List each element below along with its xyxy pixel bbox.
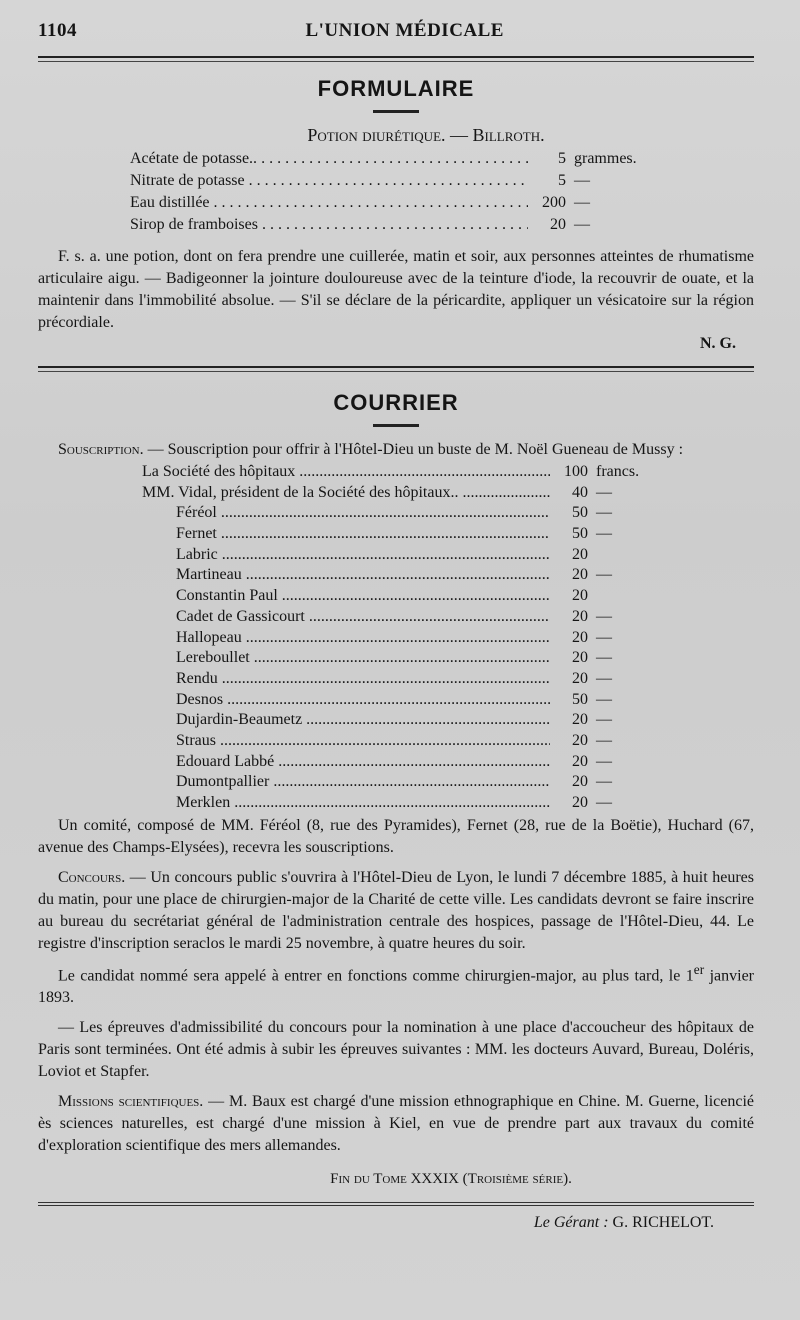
subscriber-amount: 50	[572, 504, 588, 522]
missions-paragraph	[38, 1091, 754, 1157]
subscriber-amount: 40	[572, 483, 588, 501]
ingredient-row	[130, 194, 670, 216]
subscriber-amount: 50	[572, 525, 588, 543]
souscription-label: Souscription.	[58, 441, 144, 458]
subscriber-row	[142, 794, 652, 815]
subscriber-row	[142, 463, 652, 484]
formulaire-title-bar	[373, 110, 419, 113]
subscriber-name: Labric .....	[176, 546, 550, 564]
subscriber-row	[142, 525, 652, 546]
ingredient-row	[130, 150, 670, 172]
ingredient-quantity: 200	[542, 194, 566, 211]
subscriber-unit: —	[596, 483, 612, 501]
footer-rule-thin	[38, 1205, 754, 1206]
subscriber-amount: 100	[564, 463, 588, 480]
recipe-signature: N. G.	[700, 335, 736, 352]
journal-title: L'UNION MÉDICALE	[305, 20, 504, 41]
header-rule	[38, 56, 754, 58]
gerant-name: G. RICHELOT.	[608, 1214, 714, 1232]
ingredient-name: Eau distillée . . .	[130, 194, 528, 212]
subscriber-unit: —	[596, 607, 612, 625]
subscriber-unit: —	[596, 525, 612, 543]
subscriber-amount: 20	[572, 752, 588, 770]
subscriber-row	[142, 691, 652, 712]
subscriber-unit: —	[596, 752, 612, 770]
subscriber-row	[142, 546, 652, 567]
subscriber-row	[142, 504, 652, 525]
epreuves-paragraph: — Les épreuves d'admissibilité du concours pour la nomination à une place d'accoucheur des hôpitaux de Paris sont terminées. Ont été admis à subir les épreuves suivantes : MM. les docteurs Auvard, Bureau, Doléris, Loviot et Stapfer.	[38, 1019, 754, 1081]
subscriber-unit: —	[596, 794, 612, 811]
subscriber-name: Merklen .....	[176, 794, 550, 812]
subscriber-row	[142, 670, 652, 691]
ingredient-name: Acétate de potasse.. . . .	[130, 150, 528, 168]
header-rule-thin	[38, 61, 754, 62]
comite-paragraph: Un comité, composé de MM. Féréol (8, rue des Pyramides), Fernet (28, rue de la Boëtie), Huchard (67, avenue des Champs-Elysées), recevra les souscriptions.	[38, 816, 754, 856]
courrier-title: COURRIER	[333, 390, 459, 415]
candidat-paragraph: Le candidat nommé sera appelé à entrer en fonctions comme chirurgien-major, au plus tard, le 1er janvier 1893.	[38, 961, 755, 1007]
subscriber-row	[142, 566, 652, 587]
ingredient-quantity: 20	[550, 216, 566, 233]
subscriber-name: Rendu .....	[176, 670, 550, 688]
section-rule	[38, 366, 754, 368]
recipe-instructions: F. s. a. une potion, dont on fera prendre une cuillerée, matin et soir, aux personnes atteintes de rhumatisme articulaire aigu. — Badigeonner la jointure douloureuse avec de la teinture d'iode, la recouvrir de ouate, et la maintenir dans l'immobilité absolue. — S'il se déclare de la péricardite, appliquer un vésicatoire sur la région précordiale.	[38, 248, 754, 331]
section-rule-thin	[38, 371, 754, 372]
ingredient-name: Sirop de framboises . . .	[130, 216, 528, 234]
souscription-paragraph	[38, 439, 754, 461]
missions-label: Missions scientifiques.	[58, 1093, 204, 1111]
courrier-title-bar	[373, 424, 419, 427]
ingredient-row	[130, 216, 670, 238]
recipe-subtitle: Potion diurétique. — Billroth.	[307, 125, 545, 145]
subscriber-amount: 20	[572, 794, 588, 811]
subscriber-amount: 20	[572, 669, 588, 687]
subscriber-unit: —	[596, 773, 612, 791]
subscriber-row	[142, 484, 652, 505]
subscriber-row	[142, 773, 652, 794]
souscription-text: — Souscription pour offrir à l'Hôtel-Dieu un buste de M. Noël Gueneau de Mussy :	[143, 441, 684, 458]
formulaire-title: FORMULAIRE	[317, 76, 475, 101]
recipe-ingredients	[130, 150, 670, 238]
ingredient-name: Nitrate de potasse . . .	[130, 172, 528, 190]
subscriber-name: Desnos .....	[176, 691, 550, 709]
subscriber-unit: —	[596, 649, 612, 667]
subscriber-row	[142, 649, 652, 670]
subscriber-unit: —	[596, 690, 612, 708]
subscriber-name: Lereboullet .....	[176, 649, 550, 667]
subscriber-amount: 20	[572, 545, 588, 563]
subscriber-name: Edouard Labbé .....	[176, 753, 550, 771]
subscriber-amount: 20	[572, 711, 588, 729]
ingredient-unit: —	[574, 194, 590, 211]
ingredient-quantity: 5	[558, 172, 566, 189]
subscriber-amount: 20	[572, 587, 588, 605]
subscriber-unit: —	[596, 566, 612, 584]
subscriber-name: Dujardin-Beaumetz .....	[176, 711, 550, 729]
subscriber-amount: 20	[572, 649, 588, 667]
subscriber-name: La Société des hôpitaux .....	[142, 463, 550, 481]
subscriber-name: Cadet de Gassicourt .....	[176, 608, 550, 626]
subscriber-name: Straus .....	[176, 732, 550, 750]
subscriber-row	[142, 711, 652, 732]
subscriber-unit: —	[596, 628, 612, 646]
subscriber-unit: —	[596, 711, 612, 729]
concours-label: Concours.	[58, 868, 126, 886]
subscriber-row	[142, 608, 652, 629]
ingredient-row	[130, 172, 670, 194]
ingredient-unit: —	[574, 216, 590, 233]
running-head	[38, 20, 754, 46]
ingredient-unit: —	[574, 172, 590, 189]
subscriber-amount: 20	[572, 607, 588, 625]
gerant-line	[38, 1214, 714, 1232]
subscriber-row	[142, 753, 652, 774]
page-number: 1104	[38, 20, 77, 41]
subscriber-unit: —	[596, 669, 612, 687]
subscriber-amount: 20	[572, 731, 588, 749]
subscriber-name: Constantin Paul .....	[176, 587, 550, 605]
subscriber-name: Féréol .....	[176, 504, 550, 522]
ingredient-quantity: 5	[558, 150, 566, 167]
concours-paragraph	[38, 867, 754, 955]
subscriber-row	[142, 732, 652, 753]
subscriber-amount: 20	[572, 566, 588, 584]
subscriber-name: Dumontpallier .....	[176, 773, 550, 791]
subscriber-row	[142, 629, 652, 650]
subscriber-unit: francs.	[596, 463, 640, 480]
subscription-list	[142, 463, 652, 815]
end-of-volume-note: Fin du Tome XXXIX (Troisième série).	[330, 1171, 572, 1188]
gerant-label: Le Gérant :	[533, 1214, 609, 1232]
footer-rule	[38, 1202, 754, 1203]
subscriber-name: Hallopeau .....	[176, 629, 550, 647]
concours-text: — Un concours public s'ouvrira à l'Hôtel-Dieu de Lyon, le lundi 7 décembre 1885, à huit heures du matin, pour une place de chirurgien-major de la Charité de cette ville. Les candidats devront se faire inscrire au bureau du secrétariat général de l'administration centrale des hospices, passage de l'Hôtel-Dieu, 44. Le registre d'inscription seraclos le mardi 25 novembre, à quatre heures du soir.	[38, 868, 754, 952]
ingredient-unit: grammes.	[574, 150, 637, 167]
subscriber-amount: 20	[572, 773, 588, 791]
missions-text: — M. Baux est chargé d'une mission ethnographique en Chine. M. Guerne, licencié ès sciences naturelles, est chargé d'une mission à Kiel, en vue de prendre part aux travaux du comité d'exploration scientifique des mers allemandes.	[38, 1093, 754, 1155]
subscriber-row	[142, 587, 652, 608]
subscriber-name: Fernet .....	[176, 525, 550, 543]
subscriber-amount: 50	[572, 690, 588, 708]
subscriber-name: Martineau .....	[176, 566, 550, 584]
subscriber-unit: —	[596, 731, 612, 749]
subscriber-unit: —	[596, 504, 612, 522]
subscriber-name: MM. Vidal, président de la Société des hôpitaux.. .....	[142, 484, 550, 502]
subscriber-amount: 20	[572, 628, 588, 646]
